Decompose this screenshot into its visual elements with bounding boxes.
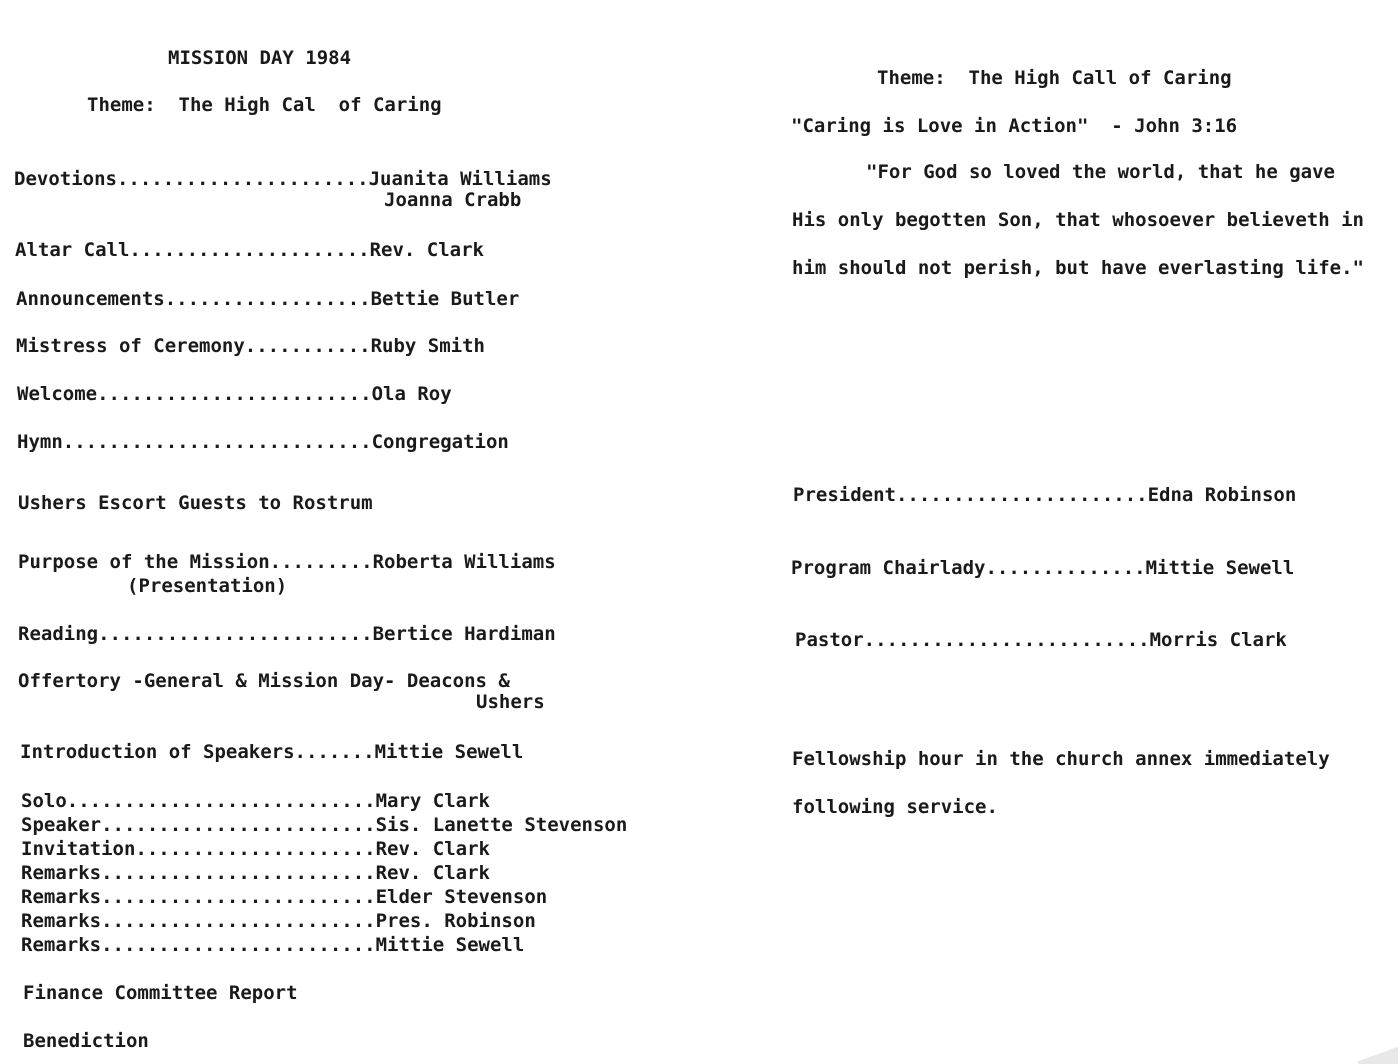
program-item-hymn: Hymn...........................Congregation [17,431,509,453]
program-item-offertory: Offertory -General & Mission Day- Deacons & [18,670,510,692]
program-item-devotions-cont: Joanna Crabb [384,189,522,211]
program-item-announcements: Announcements..................Bettie Butler [16,288,520,310]
quote-title: "Caring is Love in Action" - John 3:16 [791,115,1238,137]
left-theme: Theme: The High Cal of Caring [87,94,442,116]
officer-president: President......................Edna Robinson [793,484,1297,506]
program-block-invitation: Invitation.....................Rev. Clark [21,838,490,860]
program-block-remarks-4: Remarks........................Mittie Sewell [21,934,525,956]
program-item-introduction: Introduction of Speakers.......Mittie Sewell [20,741,524,763]
program-block-remarks-1: Remarks........................Rev. Clark [21,862,490,884]
program-block-solo: Solo...........................Mary Clark [21,790,490,812]
right-theme: Theme: The High Call of Caring [877,67,1232,89]
program-title: MISSION DAY 1984 [168,47,352,69]
program-item-offertory-cont: Ushers [476,691,545,713]
program-item-altar-call: Altar Call.....................Rev. Clark [15,239,484,261]
program-item-mistress: Mistress of Ceremony...........Ruby Smith [16,335,485,357]
program-item-finance: Finance Committee Report [23,982,298,1004]
program-block-speaker: Speaker........................Sis. Lanette Stevenson [21,814,628,836]
program-item-reading: Reading........................Bertice Hardiman [18,623,556,645]
officer-program-chairlady: Program Chairlady..............Mittie Sewell [791,557,1295,579]
program-item-devotions: Devotions......................Juanita Williams [14,168,552,190]
program-block-remarks-2: Remarks........................Elder Stevenson [21,886,548,908]
scripture-text: "For God so loved the world, that he gave His only begotten Son, that whosoever believeth in him should not perish, but have everlasting life." [792,161,1364,279]
officer-pastor: Pastor.........................Morris Clark [795,629,1287,651]
program-item-benediction: Benediction [23,1030,149,1052]
program-item-purpose: Purpose of the Mission.........Roberta Williams [18,551,556,573]
program-item-ushers: Ushers Escort Guests to Rostrum [18,492,373,514]
program-item-purpose-cont: (Presentation) [127,575,288,597]
fellowship-note: Fellowship hour in the church annex immediately following service. [792,748,1330,818]
program-block-remarks-3: Remarks........................Pres. Robinson [21,910,536,932]
page-corner-fold [1358,1044,1398,1064]
program-item-welcome: Welcome........................Ola Roy [17,383,452,405]
